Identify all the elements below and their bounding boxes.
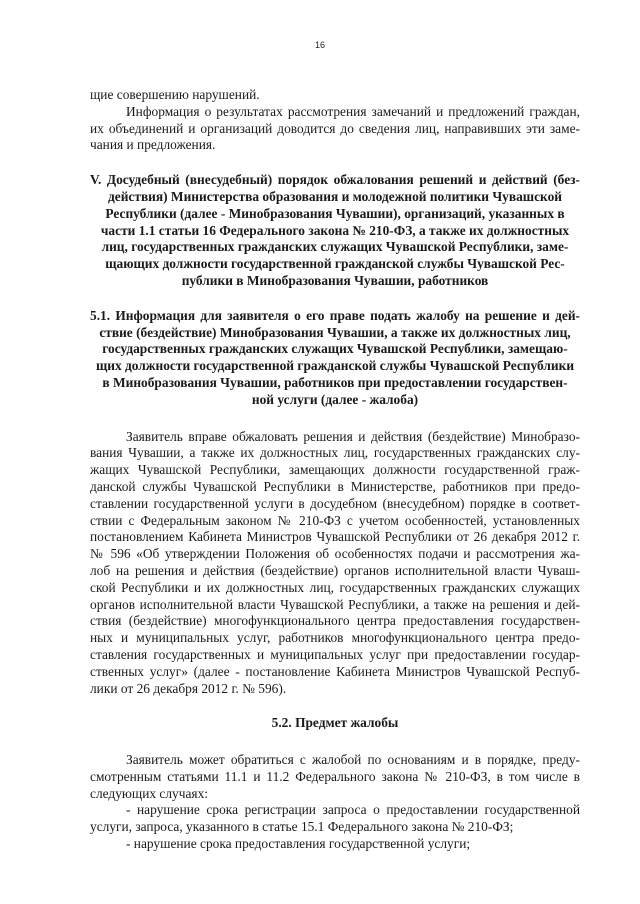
heading-line: лиц, государственных гражданских служащих Чувашской Республики, заме- bbox=[101, 239, 569, 255]
heading-line: ной услуги (далее - жалоба) bbox=[251, 391, 419, 407]
text-line: № 596 «Об утверждении Положения об особенностях подачи и рассмотрения жа- bbox=[90, 546, 580, 562]
heading-line: 5.2. Предмет жалобы bbox=[271, 715, 399, 731]
text-line: лоб на решения и действия (бездействие) органов исполнительной власти Чуваш- bbox=[90, 562, 580, 578]
text-line: Заявитель может обратиться с жалобой по основаниям и в порядке, преду- bbox=[126, 752, 580, 768]
text-line: жащих Чувашской Республики, замещающих должности государственной граж- bbox=[90, 462, 580, 478]
text-line: ных и муниципальных услуг, работников многофункционального центра предо- bbox=[90, 630, 580, 646]
paragraph-continuation bbox=[90, 87, 580, 104]
heading-line: щих должности государственной гражданской службы Чувашской Республики bbox=[95, 358, 575, 374]
heading-line: части 1.1 статьи 16 Федерального закона № 210-ФЗ, а также их должностных bbox=[100, 222, 570, 238]
text-line: постановлением Кабинета Министров Чувашской Республики от 26 декабря 2012 г. bbox=[90, 529, 580, 545]
text-line: ской Республики и их должностных лиц, государственных гражданских служащих bbox=[90, 579, 580, 595]
section-heading-5-1 bbox=[90, 308, 580, 409]
text-line: ствия (бездействие) многофункционального центра предоставления государствен- bbox=[90, 613, 580, 629]
text-line: - нарушение срока регистрации запроса о предоставлении государственной bbox=[126, 802, 580, 818]
heading-line: в Минобразования Чувашии, работников при предоставлении государствен- bbox=[102, 374, 568, 390]
text-line: лики от 26 декабря 2012 г. № 596). bbox=[90, 680, 287, 696]
paragraph-results-info bbox=[90, 104, 580, 154]
heading-line: государственных гражданских служащих Чувашской Республики, замещаю- bbox=[102, 341, 568, 357]
text-line: смотренным статьями 11.1 и 11.2 Федерального закона № 210-ФЗ, в том числе в bbox=[90, 768, 580, 784]
heading-line: 5.1. Информация для заявителя о его праве подать жалобу на решение и дей- bbox=[90, 307, 580, 323]
paragraph-right-to-appeal bbox=[90, 429, 580, 698]
heading-line: V. Досудебный (внесудебный) порядок обжалования решений и действий (без- bbox=[90, 172, 580, 188]
text-line: следующих случаях: bbox=[90, 785, 208, 801]
text-line: органов исполнительной власти Чувашской Республики, а также на решения и дей- bbox=[90, 596, 580, 612]
list-item bbox=[90, 836, 580, 853]
text-line: Информация о результатах рассмотрения замечаний и предложений граждан, bbox=[126, 103, 580, 119]
text-line: их объединений и организаций доводится до сведения лиц, направивших эти заме- bbox=[90, 120, 580, 136]
text-line: щие совершению нарушений. bbox=[90, 87, 260, 102]
text-line: ставления государственных и муниципальных услуг при предоставлении государ- bbox=[90, 646, 580, 662]
text-line: вания Чувашии, а также их должностных лиц, государственных гражданских слу- bbox=[90, 445, 580, 461]
section-heading-v bbox=[90, 172, 580, 290]
document-body bbox=[90, 87, 580, 853]
page-number: 16 bbox=[314, 40, 325, 50]
text-line: - нарушение срока предоставления государственной услуги; bbox=[126, 836, 471, 852]
text-line: ственных услуг» (далее - постановление Кабинета Министров Чувашской Респуб- bbox=[90, 663, 580, 679]
heading-line: публики в Минобразования Чувашии, работников bbox=[181, 272, 489, 288]
text-line: данской службы Чувашской Республики в Министерстве, работников при предо- bbox=[90, 478, 580, 494]
heading-line: действия) Министерства образования и молодежной политики Чувашской bbox=[107, 188, 563, 204]
paragraph-complaint-grounds bbox=[90, 752, 580, 802]
heading-line: ствие (бездействие) Минобразования Чувашии, а также их должностных лиц, bbox=[99, 324, 571, 340]
text-line: ствии с Федеральным законом № 210-ФЗ с учетом особенностей, установленных bbox=[90, 512, 580, 528]
text-line: чания и предложения. bbox=[90, 137, 216, 153]
list-item bbox=[90, 802, 580, 836]
heading-line: Республики (далее - Минобразования Чувашии), организаций, указанных в bbox=[105, 205, 565, 221]
heading-line: щающих должности государственной гражданской службы Чувашской Рес- bbox=[105, 256, 565, 272]
section-heading-5-2 bbox=[90, 715, 580, 732]
text-line: Заявитель вправе обжаловать решения и действия (бездействие) Минобразо- bbox=[126, 428, 580, 444]
text-line: ставлении государственной услуги в досудебном (внесудебном) порядке в соответ- bbox=[90, 495, 580, 511]
text-line: услуги, запроса, указанного в статье 15.1 Федерального закона № 210-ФЗ; bbox=[90, 819, 514, 835]
